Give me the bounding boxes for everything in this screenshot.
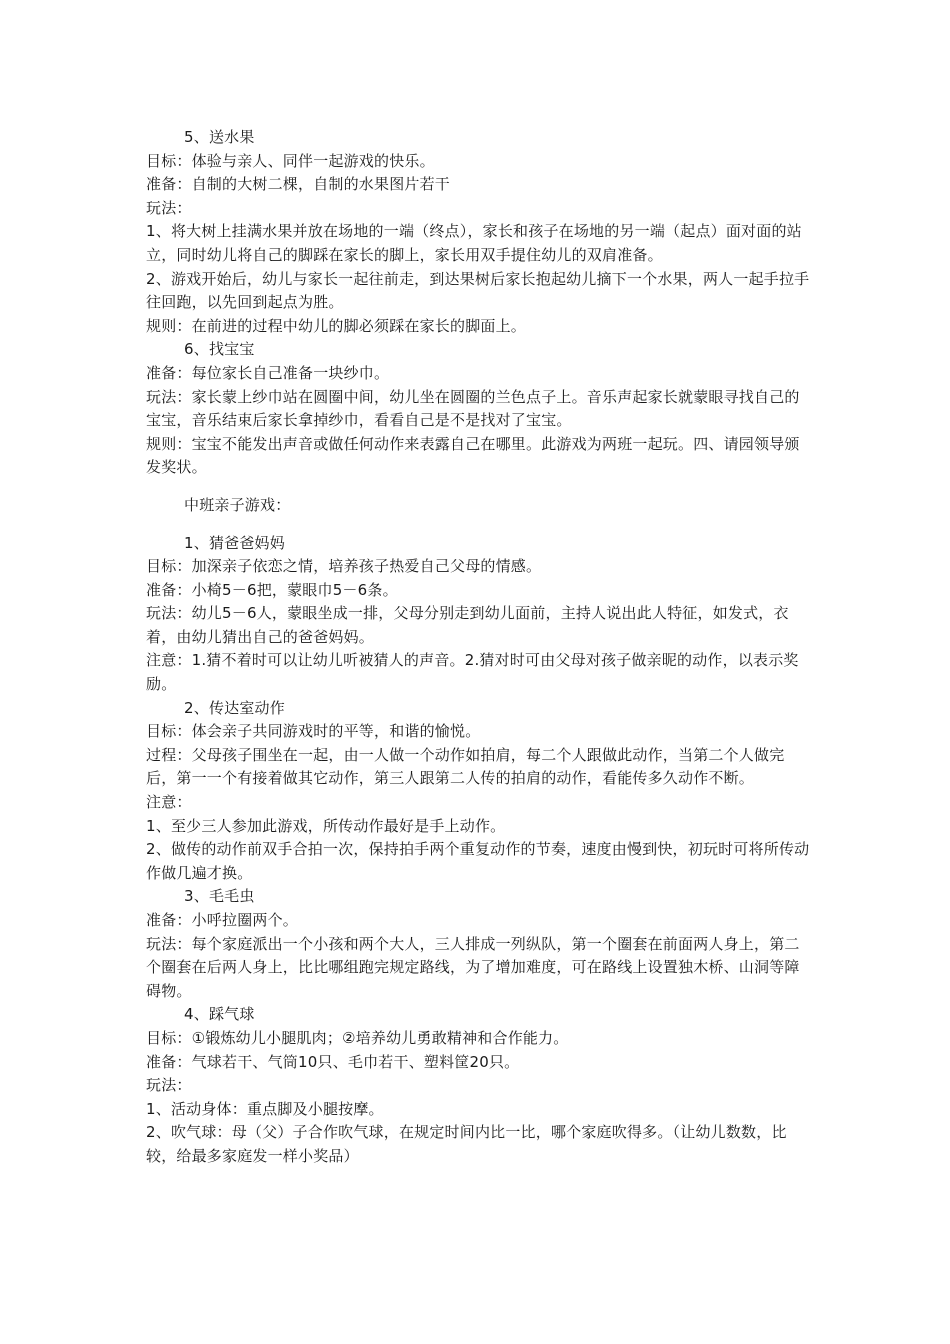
section-6-play: 玩法：家长蒙上纱巾站在圆圈中间，幼儿坐在圆圈的兰色点子上。音乐声起家长就蒙眼寻找自己的宝宝，音乐结束后家长拿掉纱巾，看看自己是不是找对了宝宝。 — [146, 387, 800, 430]
section-5-title: 5、送水果 — [184, 128, 255, 146]
section-6-title: 6、找宝宝 — [184, 340, 255, 359]
middle-class-title: 中班亲子游戏： — [184, 495, 291, 514]
game-2-note-1: 1、至少三人参加此游戏，所传动作最好是手上动作。 — [146, 816, 506, 835]
game-3-prep: 准备：小呼拉圈两个。 — [146, 911, 299, 929]
game-1-prep: 准备：小椅5－6把，蒙眼巾5－6条。 — [146, 580, 398, 599]
game-4-step-1: 1、活动身体：重点脚及小腿按摩。 — [146, 1099, 384, 1118]
game-4-prep: 准备：气球若干、气筒10只、毛巾若干、塑料筐20只。 — [146, 1052, 520, 1071]
section-5-step-1: 1、将大树上挂满水果并放在场地的一端（终点），家长和孩子在场地的另一端（起点）面对面的站立，同时幼儿将自己的脚踩在家长的脚上，家长用双手提住幼儿的双肩准备。 — [146, 222, 802, 264]
game-4-play: 玩法： — [146, 1076, 192, 1095]
game-1-note: 注意：1.猜不着时可以让幼儿听被猜人的声音。2.猜对时可由父母对孩子做亲昵的动作，以表示奖励。 — [146, 651, 799, 694]
section-5-goal: 目标：体验与亲人、同伴一起游戏的快乐。 — [146, 151, 435, 170]
game-4-title: 4、踩气球 — [184, 1005, 255, 1024]
game-3-title: 3、毛毛虫 — [184, 887, 255, 906]
game-2-goal: 目标：体会亲子共同游戏时的平等，和谐的愉悦。 — [146, 722, 481, 741]
game-4-step-2: 2、吹气球：母（父）子合作吹气球，在规定时间内比一比，哪个家庭吹得多。（让幼儿数数，比较，给最多家庭发一样小奖品） — [146, 1123, 787, 1165]
section-5-play: 玩法： — [146, 198, 192, 217]
game-3-play: 玩法：每个家庭派出一个小孩和两个大人，三人排成一列纵队，第一个圈套在前面两人身上，第二个圈套在后两人身上，比比哪组跑完规定路线，为了增加难度，可在路线上设置独木桥、山洞等障碍物。 — [146, 934, 800, 1000]
game-1-play: 玩法：幼儿5－6人，蒙眼坐成一排，父母分别走到幼儿面前，主持人说出此人特征，如发式，衣着，由幼儿猜出自己的爸爸妈妈。 — [146, 604, 789, 646]
game-2-note: 注意： — [146, 793, 192, 812]
game-1-title: 1、猜爸爸妈妈 — [184, 533, 285, 552]
document-page — [146, 126, 810, 1169]
section-5-prep: 准备：自制的大树二棵，自制的水果图片若干 — [146, 175, 451, 194]
game-2-title: 2、传达室动作 — [184, 698, 285, 717]
section-6-rule: 规则：宝宝不能发出声音或做任何动作来表露自己在哪里。此游戏为两班一起玩。四、请园领导颁发奖状。 — [146, 434, 800, 477]
game-4-goal: 目标：①锻炼幼儿小腿肌肉；②培养幼儿勇敢精神和合作能力。 — [146, 1028, 569, 1047]
game-2-note-2: 2、做传的动作前双手合拍一次，保持拍手两个重复动作的节奏，速度由慢到快，初玩时可将所传动作做几遍才换。 — [146, 840, 810, 882]
section-5-step-2: 2、游戏开始后，幼儿与家长一起往前走，到达果树后家长抱起幼儿摘下一个水果，两人一起手拉手往回跑，以先回到起点为胜。 — [146, 269, 810, 312]
section-5-rule: 规则：在前进的过程中幼儿的脚必须踩在家长的脚面上。 — [146, 316, 527, 335]
section-6-prep: 准备：每位家长自己准备一块纱巾。 — [146, 363, 390, 382]
game-1-goal: 目标：加深亲子依恋之情，培养孩子热爱自己父母的情感。 — [146, 557, 542, 576]
game-2-process: 过程：父母孩子围坐在一起，由一人做一个动作如拍肩，每二个人跟做此动作，当第二个人做完后，第一一个有接着做其它动作，第三人跟第二人传的拍肩的动作，看能传多久动作不断。 — [146, 745, 785, 788]
